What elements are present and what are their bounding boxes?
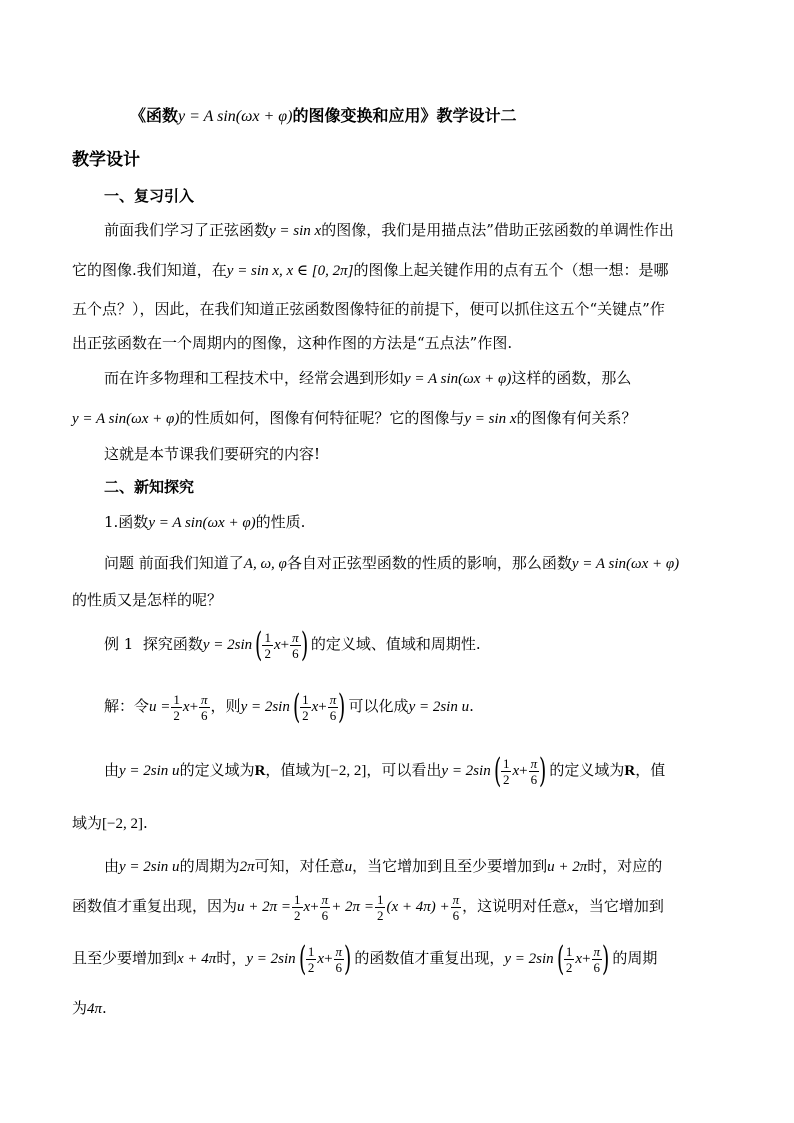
formula-y-sinx: y = sin x (269, 223, 322, 239)
formula-general: y = A sin(ωx + φ) (404, 371, 512, 387)
part2-heading: 二、新知探究 (104, 478, 195, 496)
title-formula: y = A sin(ωx + φ) (178, 108, 293, 125)
formula-general-2: y = A sin(ωx + φ) (72, 411, 180, 427)
p3-line: 这就是本节课我们要研究的内容! (104, 445, 321, 463)
item1: 1.函数y = A sin(ωx + φ)的性质. (104, 513, 306, 531)
period-line2: 函数值才重复出现，因为u + 2π = $\frac{1}{2}$ x+ $\frac{\pi}{6}$ + 2π = $\frac{1}{2}$ (x + 4π) + $\frac{\pi}{6}$ ，这说明对任意x，当它增加到 (72, 891, 664, 923)
p1-line3: 五个点？），因此，在我们知道正弦函数图像特征的前提下，便可以抓住这五个“关键点”作 (72, 300, 665, 318)
p2-line1: 而在许多物理和工程技术中，经常会遇到形如y = A sin(ωx + φ)这样的函数，那么 (104, 369, 632, 387)
period-line1: 由y = 2sin u的周期为2π可知，对任意u，当它增加到且至少要增加到u + 2π时，对应的 (104, 857, 663, 875)
document-title: 《函数y = A sin(ωx + φ)的图像变换和应用》教学设计二 (130, 106, 517, 125)
p1-line4: 出正弦函数在一个周期内的图像，这种作图的方法是“五点法”作图. (72, 334, 513, 352)
domain-line1: 由y = 2sin u的定义域为R，值域为[−2, 2]，可以看出y = 2sin( $\frac{1}{2}$ x+ $\frac{\pi}{6}$ ) 的定义域为R，值 (104, 751, 666, 791)
p1-line1: 前面我们学习了正弦函数y = sin x的图像，我们是用描点法”借助正弦函数的单调性作出 (104, 221, 674, 239)
section-heading: 教学设计 (72, 150, 140, 170)
question-line2: 的性质又是怎样的呢？ (72, 591, 223, 609)
example-1: 例 1 探究函数y = 2sin( $\frac{1}{2}$ x+ $\frac{\pi}{6}$ ) 的定义域、值域和周期性. (104, 625, 481, 665)
period-line3: 且至少要增加到x + 4π时，y = 2sin( $\frac{1}{2}$ x+ $\frac{\pi}{6}$ ) 的函数值才重复出现，y = 2sin( $\frac{1}{2}$ x+ $\frac{\pi}{6}$ ) 的周期 (72, 939, 658, 979)
question-line1: 问题 前面我们知道了A, ω, φ各自对正弦型函数的性质的影响，那么函数y = A sin(ωx + φ) (104, 554, 680, 572)
period-line4: 为4π. (72, 999, 107, 1017)
p1-line2: 它的图像.我们知道，在y = sin x, x ∈ [0, 2π]的图像上起关键作用的点有五个（想一想：是哪 (72, 261, 669, 279)
part1-heading: 一、复习引入 (104, 187, 195, 205)
p2-line2: y = A sin(ωx + φ)的性质如何，图像有何特征呢？它的图像与y = sin x的图像有何关系？ (72, 409, 637, 427)
formula-domain: y = sin x, x ∈ [0, 2π] (226, 263, 354, 279)
solution: 解：令u = $\frac{1}{2}$ x+ $\frac{\pi}{6}$ ，则y = 2sin( $\frac{1}{2}$ x+ $\frac{\pi}{6}$ ) 可以化成y = 2sin u. (104, 687, 474, 727)
domain-line2: 域为[−2, 2]. (72, 814, 148, 832)
